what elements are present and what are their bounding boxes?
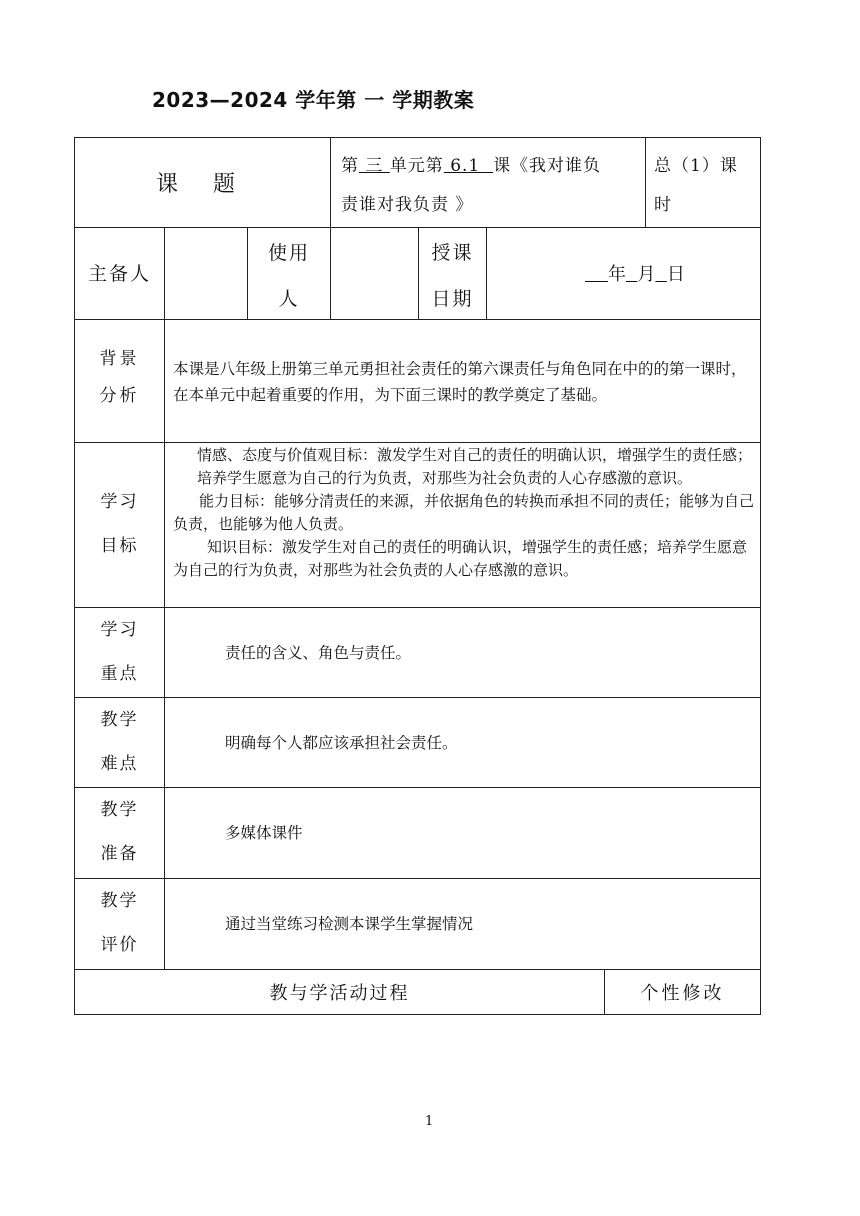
keypoints-label-line1: 学习: [100, 620, 139, 640]
revise-label: 个性修改: [640, 983, 725, 1004]
preparation-label-cell: [74, 787, 165, 879]
main-prep-value-cell: [164, 227, 248, 320]
total-periods-cell: [645, 137, 761, 228]
difficulty-label-line2: 难点: [100, 754, 139, 774]
difficulty-label-cell: [74, 697, 165, 788]
objective-ability: 能力目标：能够分清责任的来源，并依据角色的转换而承担不同的责任；能够为自己负责，也能够为他人负责。: [173, 492, 755, 533]
objectives-label-line2: 目标: [100, 536, 139, 556]
preparation-text-cell: [164, 787, 761, 879]
topic-label: 课 题: [156, 172, 249, 197]
total-periods-line1: 总（1）课: [654, 156, 738, 176]
main-prep-label: 主备人: [87, 262, 151, 285]
date-blank-day: [655, 264, 666, 285]
document-title: 2023—2024 学年第 一 学期教案: [152, 88, 475, 112]
preparation-label-line1: 教学: [100, 800, 139, 820]
background-text-cell: [164, 319, 761, 443]
objectives-label-cell: [74, 442, 165, 608]
date-month-label: 月: [637, 263, 656, 285]
lesson-title-line1: 课《我对谁负: [493, 156, 602, 176]
preparation-text: 多媒体课件: [225, 824, 303, 842]
difficulty-text-cell: [164, 697, 761, 788]
unit-prefix: 第: [341, 156, 359, 176]
keypoints-text: 责任的含义、角色与责任。: [225, 644, 412, 662]
lesson-number: 6.1: [443, 156, 494, 176]
main-prep-label-cell: [74, 227, 165, 320]
evaluation-text: 通过当堂练习检测本课学生掌握情况: [225, 915, 474, 933]
background-label-line1: 背景: [99, 349, 140, 369]
evaluation-text-cell: [164, 878, 761, 970]
background-label-cell: [74, 319, 165, 443]
objectives-text-cell: [164, 442, 761, 608]
lesson-title-cell: [330, 137, 646, 228]
process-label-cell: [74, 969, 605, 1015]
revise-label-cell: [604, 969, 761, 1015]
evaluation-label-cell: [74, 878, 165, 970]
keypoints-text-cell: [164, 607, 761, 698]
date-label-line1: 授课: [431, 242, 474, 264]
total-periods-line2: 时: [654, 195, 671, 215]
date-year-label: 年: [607, 263, 626, 285]
user-label-line1: 使用: [267, 242, 310, 264]
difficulty-text: 明确每个人都应该承担社会责任。: [225, 734, 458, 752]
keypoints-label-cell: [74, 607, 165, 698]
background-text: 本课是八年级上册第三单元勇担社会责任的第六课责任与角色同在中的的第一课时，在本单元中起着重要的作用，为下面三课时的教学奠定了基础。: [173, 360, 747, 404]
user-label-cell: [247, 227, 331, 320]
page-number: 1: [425, 1114, 434, 1129]
unit-mid: 单元第: [389, 156, 444, 176]
topic-label-cell: [74, 137, 331, 228]
preparation-label-line2: 准备: [100, 844, 139, 864]
user-value-cell: [330, 227, 419, 320]
keypoints-label-line2: 重点: [100, 664, 139, 684]
date-label-line2: 日期: [431, 288, 474, 310]
date-blank-month: [626, 264, 637, 285]
date-value-cell: [486, 227, 761, 320]
evaluation-label-line2: 评价: [100, 935, 139, 955]
background-label-line2: 分析: [99, 386, 140, 406]
objective-emotion: 情感、态度与价值观目标：激发学生对自己的责任的明确认识，增强学生的责任感；培养学生愿意为自己的行为负责，对那些为社会负责的人心存感激的意识。: [197, 446, 753, 487]
unit-number: 三: [359, 156, 390, 176]
objectives-label-line1: 学习: [100, 492, 139, 512]
objective-knowledge: 知识目标：激发学生对自己的责任的明确认识，增强学生的责任感；培养学生愿意为自己的行为负责，对那些为社会负责的人心存感激的意识。: [173, 538, 748, 579]
date-label-cell: [418, 227, 487, 320]
difficulty-label-line1: 教学: [100, 710, 139, 730]
evaluation-label-line1: 教学: [100, 891, 139, 911]
lesson-title-line2: 责谁对我负责 》: [341, 195, 474, 215]
date-blank-year: [585, 264, 608, 285]
user-label-line2: 人: [278, 288, 300, 310]
date-day-label: 日: [666, 263, 685, 285]
process-label: 教与学活动过程: [269, 983, 410, 1004]
